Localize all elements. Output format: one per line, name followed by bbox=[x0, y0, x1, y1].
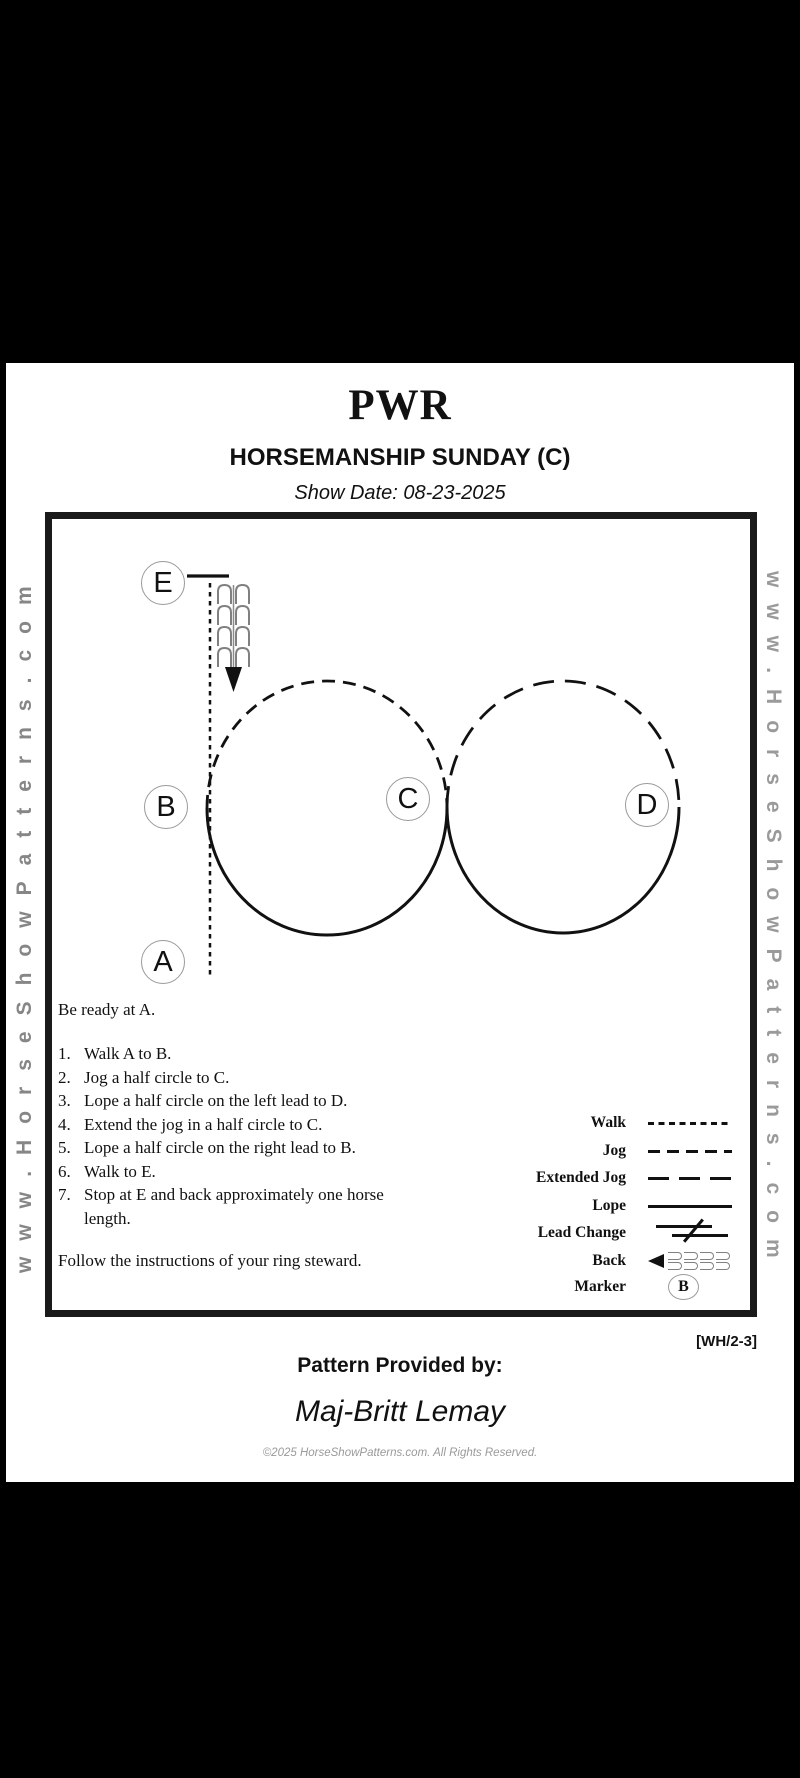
legend-label: Marker bbox=[574, 1278, 626, 1295]
steward-instruction: Follow the instructions of your ring steward. bbox=[58, 1251, 362, 1270]
class-subtitle: HORSEMANSHIP SUNDAY (C) bbox=[229, 444, 571, 471]
marker-c bbox=[386, 777, 430, 821]
walk-line-symbol bbox=[648, 1111, 732, 1135]
step-list bbox=[58, 1042, 428, 1230]
step-item bbox=[58, 1042, 428, 1066]
step-text: Jog a half circle to C. bbox=[84, 1067, 230, 1087]
legend-label: Lope bbox=[592, 1197, 626, 1214]
legend-label: Extended Jog bbox=[536, 1169, 626, 1186]
step-text: Walk A to B. bbox=[84, 1044, 172, 1063]
extended-jog-line-symbol bbox=[648, 1166, 732, 1190]
lope-line-symbol bbox=[648, 1194, 732, 1218]
step-item bbox=[58, 1160, 428, 1184]
pattern-sheet bbox=[6, 363, 794, 1482]
marker-b bbox=[144, 785, 188, 829]
step-text: Extend the jog in a half circle to C. bbox=[84, 1114, 323, 1134]
ready-instruction: Be ready at A. bbox=[58, 1000, 156, 1019]
legend-label: Lead Change bbox=[537, 1224, 626, 1241]
show-date: Show Date: 08-23-2025 bbox=[294, 482, 506, 504]
marker-symbol-circle bbox=[668, 1274, 699, 1300]
step-number: 6. bbox=[58, 1161, 71, 1181]
watermark-right: www.HorseShowPatterns.com bbox=[762, 570, 785, 1274]
step-text: Walk to E. bbox=[84, 1161, 156, 1181]
watermark-left: www.HorseShowPatterns.com bbox=[13, 570, 36, 1274]
marker-e-label: E bbox=[153, 566, 173, 599]
step-item bbox=[58, 1136, 428, 1160]
marker-e bbox=[141, 561, 185, 605]
step-number: 3. bbox=[58, 1091, 71, 1110]
step-number: 2. bbox=[58, 1067, 71, 1087]
marker-b-label: B bbox=[156, 790, 176, 823]
back-arrow-icon bbox=[648, 1254, 664, 1268]
provided-by-label: Pattern Provided by: bbox=[297, 1354, 503, 1377]
marker-d bbox=[625, 783, 669, 827]
step-number: 7. bbox=[58, 1185, 71, 1204]
step-item bbox=[58, 1089, 428, 1113]
marker-symbol-letter: B bbox=[678, 1278, 689, 1295]
marker-a-label: A bbox=[153, 945, 173, 978]
step-item bbox=[58, 1066, 428, 1090]
page-title: PWR bbox=[348, 382, 452, 429]
legend-label: Back bbox=[592, 1252, 626, 1269]
legend-label: Jog bbox=[602, 1142, 626, 1159]
step-number: 5. bbox=[58, 1138, 71, 1157]
marker-symbol bbox=[648, 1275, 732, 1299]
marker-a bbox=[141, 940, 185, 984]
back-symbol bbox=[648, 1249, 732, 1273]
step-item bbox=[58, 1183, 428, 1230]
step-item bbox=[58, 1113, 428, 1137]
step-number: 1. bbox=[58, 1044, 71, 1063]
provider-name: Maj-Britt Lemay bbox=[294, 1395, 506, 1428]
step-number: 4. bbox=[58, 1114, 71, 1134]
marker-c-label: C bbox=[397, 782, 419, 815]
step-text: Lope a half circle on the right lead to B. bbox=[84, 1138, 356, 1157]
pattern-code: [WH/2-3] bbox=[696, 1333, 757, 1350]
step-text: Stop at E and back approximately one horse length. bbox=[84, 1185, 384, 1228]
back-arrowhead bbox=[225, 667, 242, 692]
step-text: Lope a half circle on the left lead to D. bbox=[84, 1091, 348, 1110]
lead-change-symbol bbox=[648, 1221, 732, 1245]
jog-line-symbol bbox=[648, 1139, 732, 1163]
lope-half-circle-left bbox=[207, 808, 447, 935]
legend-label: Walk bbox=[590, 1114, 626, 1131]
copyright-line: ©2025 HorseShowPatterns.com. All Rights Reserved. bbox=[262, 1447, 538, 1459]
marker-d-label: D bbox=[636, 788, 658, 821]
